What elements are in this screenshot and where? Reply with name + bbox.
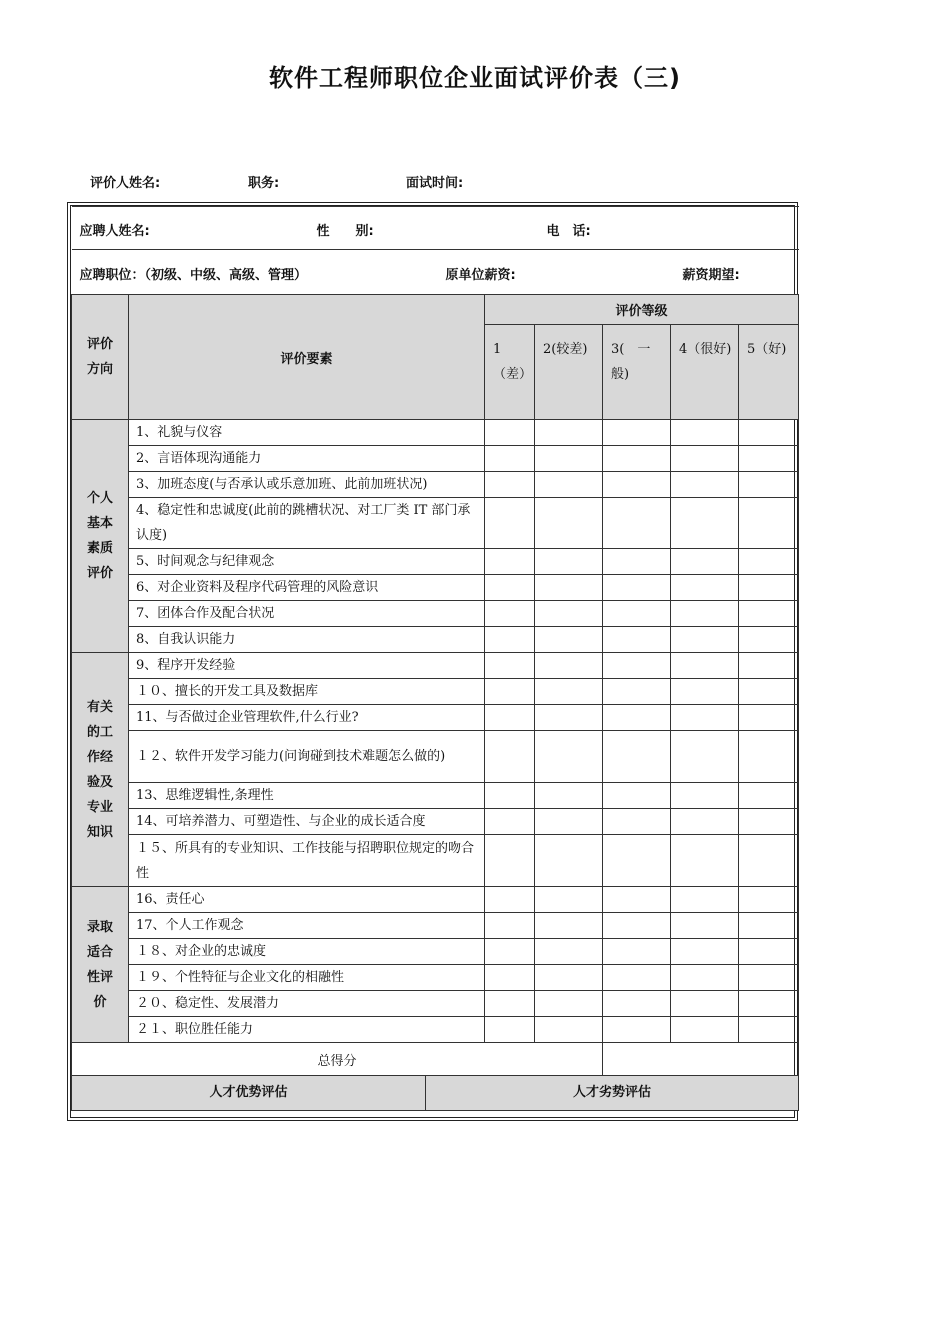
score-cell-grade-3[interactable]: [603, 731, 671, 783]
score-cell-grade-1[interactable]: [485, 549, 535, 575]
table-row: [72, 1017, 799, 1043]
evaluation-item: ２１、职位胜任能力: [129, 1017, 485, 1043]
table-row: [72, 420, 799, 446]
score-cell-grade-3[interactable]: [603, 1017, 671, 1043]
score-cell-grade-3[interactable]: [603, 446, 671, 472]
score-cell-grade-2[interactable]: [535, 705, 603, 731]
evaluation-item: １９、个性特征与企业文化的相融性: [129, 965, 485, 991]
score-cell-grade-5[interactable]: [739, 991, 799, 1017]
score-cell-grade-5[interactable]: [739, 705, 799, 731]
score-cell-grade-3[interactable]: [603, 965, 671, 991]
score-cell-grade-4[interactable]: [671, 913, 739, 939]
grade-3-header: 3( 一般): [603, 325, 671, 420]
score-cell-grade-5[interactable]: [739, 913, 799, 939]
section-direction-cell: [72, 420, 129, 653]
direction-header: [72, 295, 129, 420]
table-row: [72, 913, 799, 939]
score-cell-grade-2[interactable]: [535, 809, 603, 835]
evaluation-item: 17、个人工作观念: [129, 913, 485, 939]
score-cell-grade-5[interactable]: [739, 965, 799, 991]
grade-header: 评价等级: [485, 295, 799, 325]
score-cell-grade-1[interactable]: [485, 575, 535, 601]
score-cell-grade-3[interactable]: [603, 991, 671, 1017]
evaluation-item: 7、团体合作及配合状况: [129, 601, 485, 627]
score-cell-grade-4[interactable]: [671, 809, 739, 835]
score-cell-grade-4[interactable]: [671, 965, 739, 991]
table-row: [72, 887, 799, 913]
table-row: [72, 627, 799, 653]
score-cell-grade-2[interactable]: [535, 731, 603, 783]
evaluation-item: 4、稳定性和忠诚度(此前的跳槽状况、对工厂类 IT 部门承认度): [129, 498, 485, 549]
phone-label: 电 话:: [546, 224, 591, 239]
score-cell-grade-5[interactable]: [739, 446, 799, 472]
evaluation-item: 6、对企业资料及程序代码管理的风险意识: [129, 575, 485, 601]
score-cell-grade-2[interactable]: [535, 835, 603, 887]
score-cell-grade-1[interactable]: [485, 965, 535, 991]
score-cell-grade-4[interactable]: [671, 575, 739, 601]
grade-1-header: 1（差）: [485, 325, 535, 420]
score-cell-grade-2[interactable]: [535, 939, 603, 965]
score-cell-grade-4[interactable]: [671, 705, 739, 731]
score-cell-grade-4[interactable]: [671, 731, 739, 783]
score-cell-grade-1[interactable]: [485, 783, 535, 809]
score-cell-grade-2[interactable]: [535, 887, 603, 913]
score-cell-grade-3[interactable]: [603, 653, 671, 679]
section-direction-label: 有关的工作经验及专业知识: [86, 699, 113, 840]
score-cell-grade-4[interactable]: [671, 420, 739, 446]
score-cell-grade-2[interactable]: [535, 965, 603, 991]
score-cell-grade-3[interactable]: [603, 472, 671, 498]
table-row: [72, 705, 799, 731]
total-score-label: 总得分: [72, 1043, 603, 1076]
table-row: [72, 965, 799, 991]
score-cell-grade-5[interactable]: [739, 653, 799, 679]
score-cell-grade-4[interactable]: [671, 939, 739, 965]
table-row: [72, 472, 799, 498]
section-direction-label: 个人基本素质评价: [86, 491, 113, 581]
score-cell-grade-1[interactable]: [485, 939, 535, 965]
score-cell-grade-3[interactable]: [603, 575, 671, 601]
score-cell-grade-5[interactable]: [739, 835, 799, 887]
evaluator-position-label: 职务:: [248, 176, 280, 191]
expected-salary-label: 薪资期望:: [682, 268, 740, 283]
interview-time-label: 面试时间:: [406, 176, 464, 191]
score-cell-grade-3[interactable]: [603, 679, 671, 705]
table-row: [72, 783, 799, 809]
score-cell-grade-2[interactable]: [535, 575, 603, 601]
score-cell-grade-5[interactable]: [739, 601, 799, 627]
score-cell-grade-1[interactable]: [485, 887, 535, 913]
score-cell-grade-5[interactable]: [739, 809, 799, 835]
score-cell-grade-4[interactable]: [671, 549, 739, 575]
table-row: [72, 991, 799, 1017]
table-row: [72, 498, 799, 549]
score-cell-grade-1[interactable]: [485, 809, 535, 835]
evaluation-item: １５、所具有的专业知识、工作技能与招聘职位规定的吻合性: [129, 835, 485, 887]
score-cell-grade-4[interactable]: [671, 783, 739, 809]
score-cell-grade-3[interactable]: [603, 420, 671, 446]
score-cell-grade-2[interactable]: [535, 679, 603, 705]
grade-2-header: 2(较差): [535, 325, 603, 420]
table-row: [72, 939, 799, 965]
elements-header: 评价要素: [129, 295, 485, 420]
score-cell-grade-1[interactable]: [485, 601, 535, 627]
gender-label: 性 别:: [316, 224, 374, 239]
evaluation-item: 13、思维逻辑性,条理性: [129, 783, 485, 809]
score-cell-grade-5[interactable]: [739, 887, 799, 913]
table-row: [72, 809, 799, 835]
score-cell-grade-5[interactable]: [739, 731, 799, 783]
score-cell-grade-2[interactable]: [535, 627, 603, 653]
score-cell-grade-4[interactable]: [671, 679, 739, 705]
score-cell-grade-1[interactable]: [485, 472, 535, 498]
evaluation-item: 2、言语体现沟通能力: [129, 446, 485, 472]
score-cell-grade-3[interactable]: [603, 783, 671, 809]
section-direction-label: 录取适合性评价: [86, 919, 113, 1010]
score-cell-grade-2[interactable]: [535, 472, 603, 498]
score-cell-grade-4[interactable]: [671, 991, 739, 1017]
page-title: 软件工程师职位企业面试评价表（三): [269, 64, 681, 92]
score-cell-grade-3[interactable]: [603, 835, 671, 887]
score-cell-grade-2[interactable]: [535, 601, 603, 627]
evaluation-table: [71, 206, 799, 1111]
score-cell-grade-5[interactable]: [739, 420, 799, 446]
score-cell-grade-5[interactable]: [739, 498, 799, 549]
direction-header-text: 评价方向: [86, 337, 113, 377]
evaluation-item: 16、责任心: [129, 887, 485, 913]
score-cell-grade-5[interactable]: [739, 783, 799, 809]
score-cell-grade-3[interactable]: [603, 913, 671, 939]
score-cell-grade-4[interactable]: [671, 498, 739, 549]
table-row: [72, 601, 799, 627]
score-cell-grade-1[interactable]: [485, 991, 535, 1017]
score-cell-grade-3[interactable]: [603, 939, 671, 965]
score-cell-grade-3[interactable]: [603, 887, 671, 913]
score-cell-grade-2[interactable]: [535, 991, 603, 1017]
score-cell-grade-3[interactable]: [603, 549, 671, 575]
evaluation-item: 11、与否做过企业管理软件,什么行业?: [129, 705, 485, 731]
score-cell-grade-2[interactable]: [535, 549, 603, 575]
score-cell-grade-3[interactable]: [603, 627, 671, 653]
table-row: [72, 549, 799, 575]
evaluation-item: １０、擅长的开发工具及数据库: [129, 679, 485, 705]
table-row: [72, 731, 799, 783]
assessment-row: [72, 1076, 799, 1111]
score-cell-grade-4[interactable]: [671, 835, 739, 887]
table-row: [72, 653, 799, 679]
table-row: [72, 446, 799, 472]
score-cell-grade-4[interactable]: [671, 472, 739, 498]
score-cell-grade-5[interactable]: [739, 939, 799, 965]
evaluation-item: 8、自我认识能力: [129, 627, 485, 653]
evaluation-item: 3、加班态度(与否承认或乐意加班、此前加班状况): [129, 472, 485, 498]
evaluation-item: 9、程序开发经验: [129, 653, 485, 679]
grade-4-header: 4（很好): [671, 325, 739, 420]
evaluation-item: １８、对企业的忠诚度: [129, 939, 485, 965]
evaluation-item: １２、软件开发学习能力(问询碰到技术难题怎么做的): [129, 731, 485, 783]
section-direction-cell: [72, 887, 129, 1043]
weakness-assessment-label: 人才劣势评估: [572, 1085, 651, 1100]
evaluation-item: ２０、稳定性、发展潜力: [129, 991, 485, 1017]
score-cell-grade-1[interactable]: [485, 705, 535, 731]
evaluation-item: 14、可培养潜力、可塑造性、与企业的成长适合度: [129, 809, 485, 835]
score-cell-grade-4[interactable]: [671, 887, 739, 913]
score-cell-grade-4[interactable]: [671, 446, 739, 472]
score-cell-grade-2[interactable]: [535, 420, 603, 446]
score-cell-grade-2[interactable]: [535, 498, 603, 549]
total-row: [72, 1043, 799, 1076]
evaluator-name-label: 评价人姓名:: [90, 176, 161, 191]
score-cell-grade-1[interactable]: [485, 653, 535, 679]
score-cell-grade-3[interactable]: [603, 705, 671, 731]
strength-assessment-label: 人才优势评估: [72, 1076, 426, 1110]
score-cell-grade-2[interactable]: [535, 783, 603, 809]
score-cell-grade-5[interactable]: [739, 575, 799, 601]
score-cell-grade-4[interactable]: [671, 601, 739, 627]
grade-5-header: 5（好): [739, 325, 799, 420]
table-row: [72, 679, 799, 705]
table-row: [72, 575, 799, 601]
score-cell-grade-1[interactable]: [485, 913, 535, 939]
score-cell-grade-1[interactable]: [485, 446, 535, 472]
score-cell-grade-1[interactable]: [485, 679, 535, 705]
evaluation-item: 1、礼貌与仪容: [129, 420, 485, 446]
score-cell-grade-4[interactable]: [671, 627, 739, 653]
applicant-name-label: 应聘人姓名:: [79, 224, 150, 239]
applied-position-label: 应聘职位：（初级、中级、高级、管理）: [79, 268, 308, 283]
score-cell-grade-4[interactable]: [671, 653, 739, 679]
score-cell-grade-5[interactable]: [739, 627, 799, 653]
score-cell-grade-1[interactable]: [485, 420, 535, 446]
section-direction-cell: [72, 653, 129, 887]
score-cell-grade-2[interactable]: [535, 1017, 603, 1043]
total-score-field[interactable]: [603, 1043, 799, 1076]
score-cell-grade-2[interactable]: [535, 913, 603, 939]
score-cell-grade-5[interactable]: [739, 472, 799, 498]
score-cell-grade-3[interactable]: [603, 809, 671, 835]
score-cell-grade-1[interactable]: [485, 498, 535, 549]
score-cell-grade-3[interactable]: [603, 601, 671, 627]
evaluation-form: [67, 202, 798, 1121]
score-cell-grade-3[interactable]: [603, 498, 671, 549]
score-cell-grade-1[interactable]: [485, 835, 535, 887]
score-cell-grade-5[interactable]: [739, 549, 799, 575]
table-row: [72, 835, 799, 887]
score-cell-grade-5[interactable]: [739, 679, 799, 705]
score-cell-grade-2[interactable]: [535, 446, 603, 472]
evaluation-item: 5、时间观念与纪律观念: [129, 549, 485, 575]
score-cell-grade-5[interactable]: [739, 1017, 799, 1043]
previous-salary-label: 原单位薪资:: [445, 268, 516, 283]
score-cell-grade-1[interactable]: [485, 1017, 535, 1043]
score-cell-grade-2[interactable]: [535, 653, 603, 679]
score-cell-grade-1[interactable]: [485, 731, 535, 783]
score-cell-grade-4[interactable]: [671, 1017, 739, 1043]
score-cell-grade-1[interactable]: [485, 627, 535, 653]
